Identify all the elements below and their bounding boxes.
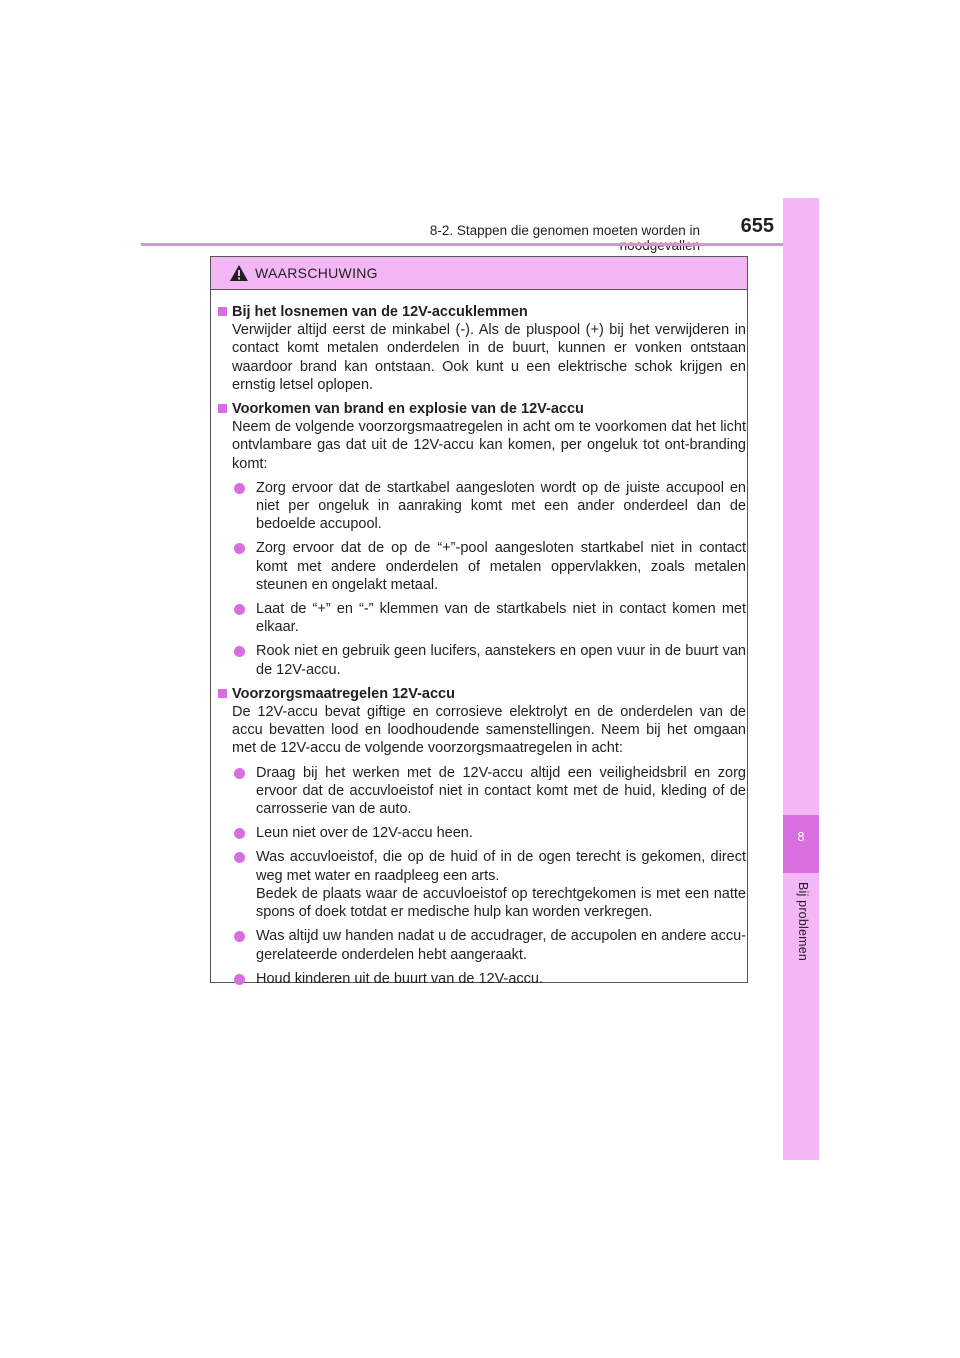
list-item-text: Rook niet en gebruik geen lucifers, aanstekers en open vuur in de buurt van de 12V-accu. [256,643,746,678]
round-bullet-icon [234,483,245,494]
section-heading [218,303,746,321]
list-item-text: Zorg ervoor dat de startkabel aangesloten wordt op de juiste accupool en niet per ongeluk in aanraking komt met een ander onderdeel dan de bedoelde accupool. [256,479,746,533]
section-heading-text: Voorzorgsmaatregelen 12V-accu [232,685,455,702]
section-heading-text: Voorkomen van brand en explosie van de 12V-accu [232,401,584,418]
round-bullet-icon [234,828,245,839]
round-bullet-icon [234,852,245,863]
warning-content [218,301,746,994]
list-item [232,642,746,678]
list-item [232,824,746,842]
round-bullet-icon [234,768,245,779]
warning-header [211,257,747,290]
list-item [232,927,746,963]
chapter-number: 8 [797,829,805,844]
round-bullet-icon [234,543,245,554]
list-item [232,970,746,988]
side-tab [783,198,819,1160]
square-bullet-icon [218,404,227,413]
section-heading [218,685,746,703]
list-item [232,600,746,636]
warning-title: WAARSCHUWING [255,265,378,281]
list-item-extra-text: Bedek de plaats waar de accuvloeistof op terechtgekomen is met een natte spons of doek totdat er medische hulp kan worden verkregen. [256,885,746,921]
section-text: Neem de volgende voorzorgsmaatregelen in acht om te voorkomen dat het licht ontvlambare gas dat uit de 12V-accu kan komen, per ongeluk tot ont-branding komt: [232,419,746,472]
warning-triangle-icon [229,264,249,282]
header-rule [141,243,819,246]
side-tab-chapter-marker [783,815,819,873]
section-heading-text: Bij het losnemen van de 12V-accuklemmen [232,304,528,320]
list-item [232,848,746,921]
list-item-text: Draag bij het werken met de 12V-accu altijd een veiligheidsbril en zorg ervoor dat de accuvloeistof niet in contact komt met de huid, kleding of de carrosserie van de auto. [256,764,746,818]
round-bullet-icon [234,974,245,985]
list-item-text: Leun niet over de 12V-accu heen. [256,825,473,842]
list-item [232,539,746,594]
section-heading [218,400,746,418]
header-title: 8-2. Stappen die genomen moeten worden in [429,223,700,238]
warning-box [210,256,748,987]
list-item-text: Houd kinderen uit de buurt van de 12V-accu. [256,970,543,987]
chapter-label: Bij problemen [796,882,810,962]
list-item-text: Was accuvloeistof, die op de huid of in de ogen terecht is gekomen, direct weg met water en raadpleeg een arts. [256,849,746,884]
list-item-text: Was altijd uw handen nadat u de accudrager, de accupolen en andere accu-gerelateerde onderdelen hebt aangeraakt. [256,928,746,963]
list-item-text: Zorg ervoor dat de op de “+”-pool aangesloten startkabel niet in contact komt met andere onderdelen of metalen oppervlakken, zoals metalen steunen en ongelakt metaal. [256,540,746,593]
round-bullet-icon [234,646,245,657]
square-bullet-icon [218,307,227,316]
page-number: 655 [740,215,774,237]
section-text: Verwijder altijd eerst de minkabel (-). Als de pluspool (+) bij het verwijderen in contact komt metalen onderdelen in de buurt, kunnen er vonken ontstaan waardoor brand kan ontstaan. Ook kunt u een elektrische schok krijgen en ernstig letsel oplopen. [232,322,746,393]
round-bullet-icon [234,604,245,615]
list-item [232,479,746,534]
section-text: De 12V-accu bevat giftige en corrosieve elektrolyt en de onderdelen van de accu bevatten lood en loodhoudende samenstellingen. Neem bij het omgaan met de 12V-accu de volgende voorzorgsmaatregelen in acht: [232,704,746,757]
list-item-text: Laat de “+” en “-” klemmen van de startkabels niet in contact komen met elkaar. [256,601,746,636]
round-bullet-icon [234,931,245,942]
list-item [232,764,746,819]
square-bullet-icon [218,689,227,698]
